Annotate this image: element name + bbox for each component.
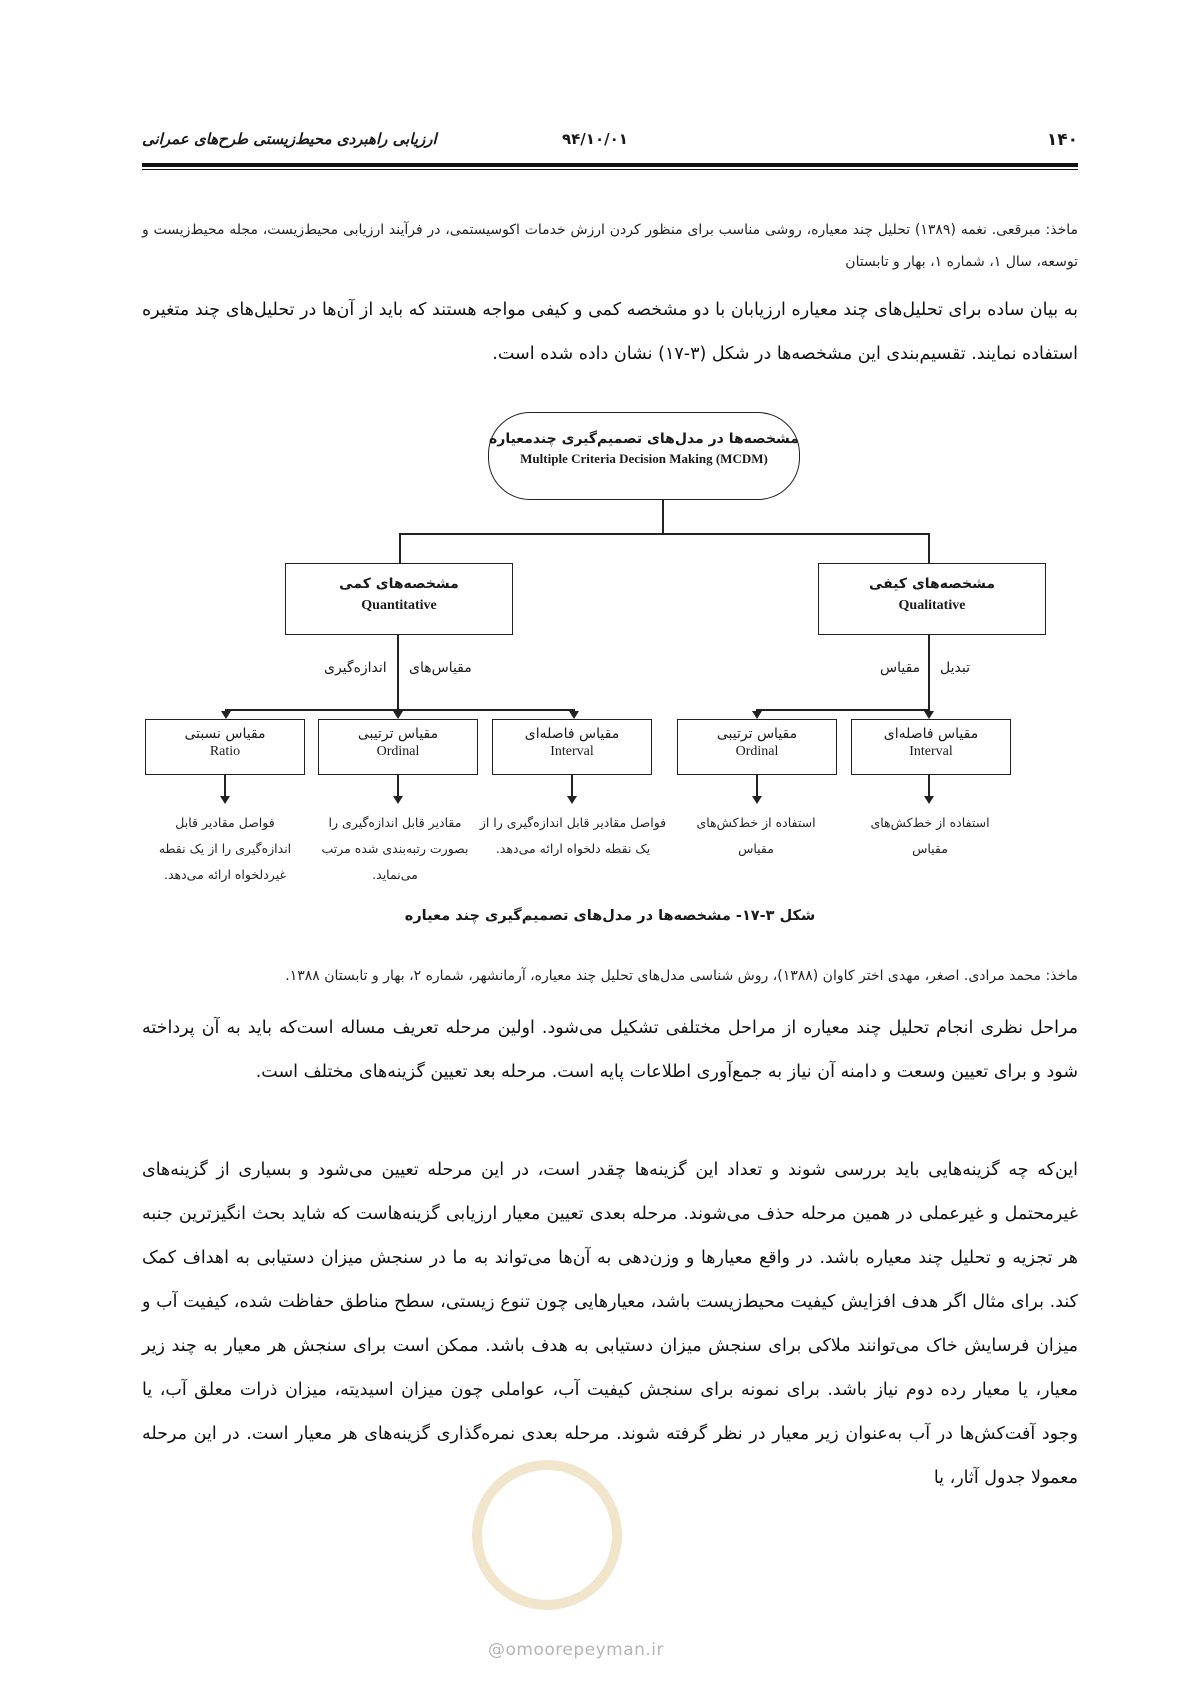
qual-label-left: مقیاس xyxy=(876,660,924,676)
arrow-icon xyxy=(752,796,762,804)
header-rule-thin xyxy=(142,169,1078,170)
ratio-fa: مقیاس نسبتی xyxy=(184,726,266,742)
ordinal-qual-description: استفاده از خط‌کش‌های مقیاس xyxy=(696,815,816,856)
root-title-fa: مشخصه‌ها در مدل‌های تصمیم‌گیری چندمعیاره xyxy=(489,431,799,447)
connector xyxy=(928,634,930,710)
source-citation-2: ماخذ: محمد مرادی. اصغر، مهدی اختر کاوان (۱۳۸۸)، روش شناسی مدل‌های تحلیل چند معیاره، آرمانشهر، شماره ۲، بهار و تابستان ۱۳۸۸. xyxy=(285,968,1078,984)
ordinal-fa: مقیاس ترتیبی xyxy=(716,726,798,742)
arrow-icon xyxy=(569,711,579,719)
ordinal-node-qual xyxy=(677,719,837,775)
watermark-seal xyxy=(472,1460,622,1610)
quantitative-en: Quantitative xyxy=(361,598,437,613)
connector xyxy=(224,774,226,798)
interval-description: فواصل مقادیر قابل اندازه‌گیری را از یک نقطه دلخواه ارائه می‌دهد. xyxy=(479,815,667,856)
root-title-en: Multiple Criteria Decision Making (MCDM) xyxy=(520,451,768,466)
connector xyxy=(571,774,573,798)
book-title: ارزیابی راهبردی محیط‌زیستی طرح‌های عمرانی xyxy=(142,130,437,148)
interval-qual-description: استفاده از خط‌کش‌های مقیاس xyxy=(870,815,990,856)
figure-caption: شکل ۳-۱۷- مشخصه‌ها در مدل‌های تصمیم‌گیری چند معیاره xyxy=(404,908,816,924)
ratio-description: فواصل مقادیر قابل اندازه‌گیری را از یک نقطه غیردلخواه ارائه می‌دهد. xyxy=(158,815,292,882)
connector xyxy=(397,774,399,798)
quantitative-fa: مشخصه‌های کمی xyxy=(339,576,459,592)
connector xyxy=(756,774,758,798)
ratio-en: Ratio xyxy=(209,744,241,759)
qualitative-en: Qualitative xyxy=(898,598,966,613)
paragraph-2: مراحل نظری انجام تحلیل چند معیاره از مراحل مختلفی تشکیل می‌شود. اولین مرحله تعریف مساله است‌که باید به آن پرداخته شود و برای تعیین وسعت و دامنه آن نیاز به جمع‌آوری اطلاعات پایه است. مرحله بعد تعیین گزینه‌های مختلف است. xyxy=(142,1018,1078,1082)
ordinal-description: مقادیر قابل اندازه‌گیری را بصورت رتبه‌بندی شده مرتب می‌نماید. xyxy=(321,815,469,882)
arrow-icon xyxy=(220,796,230,804)
running-header xyxy=(142,130,1078,158)
interval-fa: مقیاس فاصله‌ای xyxy=(524,726,620,742)
arrow-icon xyxy=(393,711,403,719)
interval-node-qual xyxy=(851,719,1011,775)
quantitative-node xyxy=(285,563,513,635)
header-date: ۹۴/۱۰/۰۱ xyxy=(562,130,628,148)
qualitative-fa: مشخصه‌های کیفی xyxy=(868,576,996,592)
quant-label-left: اندازه‌گیری xyxy=(320,660,391,676)
arrow-icon xyxy=(393,796,403,804)
paragraph-3: این‌که چه گزینه‌هایی باید بررسی شوند و تعداد این گزینه‌ها چقدر است، در این مرحله تعیین می‌شود و بسیاری از گزینه‌های غیرمحتمل و غیرعملی در همین مرحله حذف می‌شوند. مرحله بعدی تعیین معیار ارزیابی گزینه‌هاست که شاید بحث انگیزترین جنبه هر تجزیه و تحلیل چند معیاره باشد. در واقع معیارها و وزن‌دهی به آن‌ها می‌تواند به ما در سنجش میزان دستیابی به اهداف کمک کند. برای مثال اگر هدف افزایش کیفیت محیط‌زیست باشد، معیارهایی چون تنوع زیستی، سطح مناطق حفاظت شده، کیفیت آب و میزان فرسایش خاک می‌توانند ملاکی برای سنجش میزان دستیابی به هدف باشد. ممکن است برای سنجش هر معیار به چند زیر معیار، یا معیار رده دوم نیاز باشد. برای نمونه برای سنجش کیفیت آب، عواملی چون میزان اسیدیته، میزان ذرات معلق آب، یا وجود آفت‌کش‌ها در آب به‌عنوان زیر معیار در نظر گرفته شوند. مرحله بعدی نمره‌گذاری گزینه‌های هر معیار است. در این مرحله معمولا جدول آثار، یا xyxy=(142,1160,1078,1488)
ordinal-en: Ordinal xyxy=(735,744,779,759)
arrow-icon xyxy=(924,796,934,804)
ordinal-node-quant xyxy=(318,719,478,775)
page-number: ۱۴۰ xyxy=(1046,130,1078,150)
qual-label-right: تبدیل xyxy=(936,660,974,676)
ordinal-en: Ordinal xyxy=(376,744,420,759)
arrow-icon xyxy=(924,711,934,719)
paragraph-1: به بیان ساده برای تحلیل‌های چند معیاره ارزیابان با دو مشخصه کمی و کیفی مواجه هستند که باید از آن‌ها در تحلیل‌های چند متغیره استفاده نمایند. تقسیم‌بندی این مشخصه‌ها در شکل (۳-۱۷) نشان داده شده است. xyxy=(142,300,1078,364)
interval-en: Interval xyxy=(550,744,594,759)
interval-en: Interval xyxy=(909,744,953,759)
qualitative-node xyxy=(818,563,1046,635)
connector xyxy=(928,533,930,563)
interval-fa: مقیاس فاصله‌ای xyxy=(883,726,979,742)
arrow-icon xyxy=(221,711,231,719)
quant-label-right: مقیاس‌های xyxy=(405,660,476,676)
connector xyxy=(928,774,930,798)
connector xyxy=(399,533,401,563)
header-rule-thick xyxy=(142,163,1078,167)
connector xyxy=(662,500,664,534)
ratio-node xyxy=(145,719,305,775)
connector xyxy=(399,533,929,535)
arrow-icon xyxy=(752,711,762,719)
root-node xyxy=(488,412,800,500)
source-citation-1: ماخذ: مبرقعی. نغمه (۱۳۸۹) تحلیل چند معیاره، روشی مناسب برای منظور کردن ارزش خدمات اکوسیستمی، در فرآیند ارزیابی محیط‌زیست، مجله محیط‌زیست و توسعه، سال ۱، شماره ۱، بهار و تابستان xyxy=(142,222,1079,270)
arrow-icon xyxy=(567,796,577,804)
interval-node-quant xyxy=(492,719,652,775)
connector xyxy=(397,634,399,710)
connector xyxy=(756,709,930,711)
ordinal-fa: مقیاس ترتیبی xyxy=(357,726,439,742)
watermark-text: @omoorepeyman.ir xyxy=(488,1640,665,1660)
